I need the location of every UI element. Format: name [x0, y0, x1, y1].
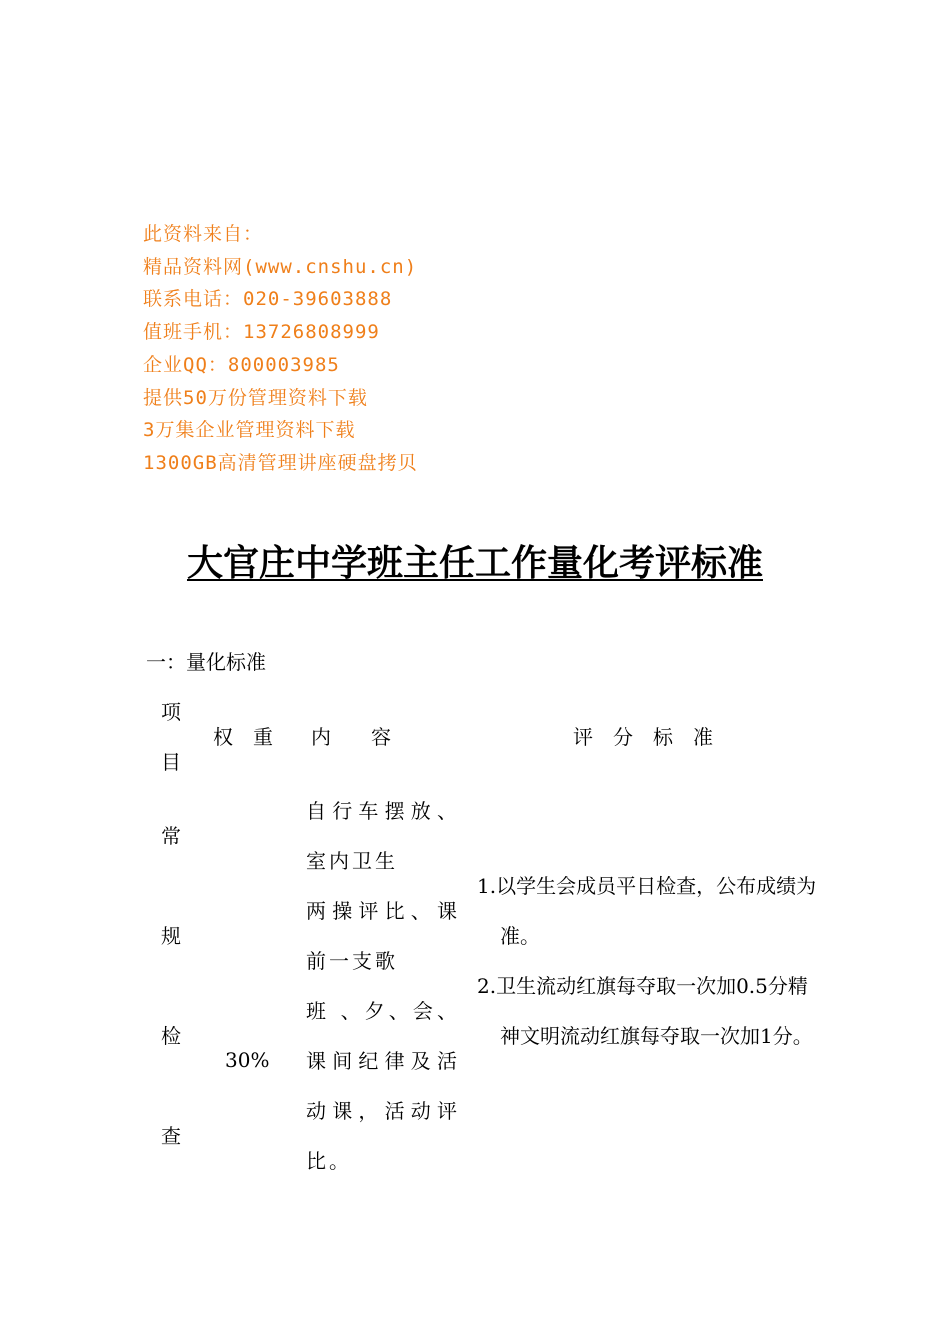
content-item: 自行车摆放、室内卫生 [306, 799, 460, 873]
row-item-char: 常 [161, 824, 181, 848]
promo-line: 3万集企业管理资料下载 [143, 419, 356, 442]
promo-line: 值班手机：13726808999 [143, 321, 380, 344]
row-criteria [477, 861, 819, 1061]
row-item-char: 查 [161, 1124, 181, 1148]
document-title [0, 536, 950, 592]
document-title-text: 大官庄中学班主任工作量化考评标准 [186, 543, 763, 584]
row-content [306, 786, 460, 1186]
header-weight: 权 重 [213, 725, 273, 749]
row-item-char: 规 [161, 924, 181, 948]
header-item-line2: 目 [161, 750, 181, 774]
criteria-item: 2.卫生流动红旗每夺取一次加0.5分精神文明流动红旗每夺取一次加1分。 [477, 974, 813, 1048]
header-content: 内 容 [311, 725, 391, 749]
criteria-item: 1.以学生会成员平日检查，公布成绩为准。 [477, 874, 817, 948]
promo-block [143, 218, 563, 480]
promo-line: 提供50万份管理资料下载 [143, 386, 368, 409]
promo-line: 精品资料网(www.cnshu.cn) [143, 255, 418, 278]
header-item [156, 687, 186, 787]
content-item: 班 、夕、会、课间纪律及活动课，活动评比。 [306, 999, 460, 1173]
row-weight: 30% [225, 1048, 270, 1072]
promo-line: 1300GB高清管理讲座硬盘拷贝 [143, 451, 418, 474]
section-heading: 一：量化标准 [146, 650, 266, 674]
content-item: 两操评比、课前一支歌 [306, 899, 460, 973]
header-item-line1: 项 [161, 700, 181, 724]
row-item-char: 检 [161, 1024, 181, 1048]
promo-line: 联系电话：020-39603888 [143, 288, 393, 311]
promo-line: 此资料来自： [143, 223, 264, 245]
promo-line: 企业QQ：800003985 [143, 353, 340, 376]
row-item [156, 811, 186, 1161]
header-criteria: 评 分 标 准 [573, 725, 713, 749]
